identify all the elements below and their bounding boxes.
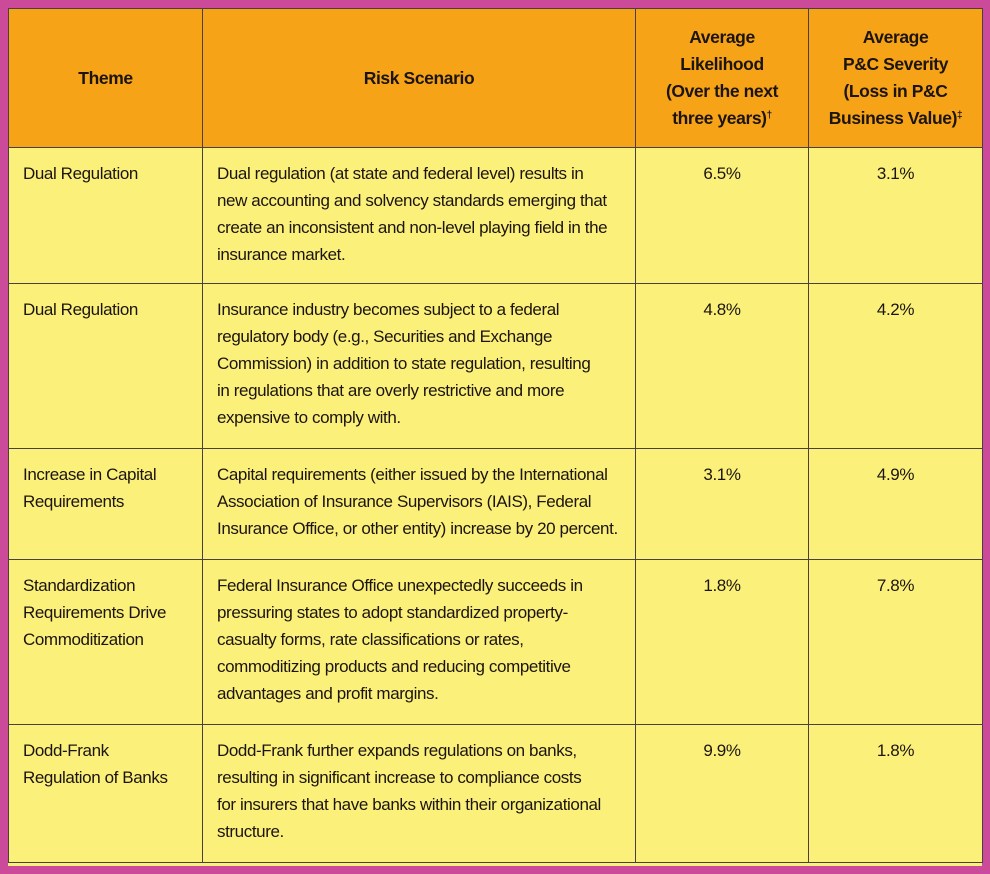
severity-cell: 1.8%	[809, 725, 983, 863]
header-likelihood-line: (Over the next	[665, 81, 779, 101]
likelihood-cell: 4.8%	[636, 284, 809, 449]
scenario-line: casualty forms, rate classifications or rates,	[217, 630, 524, 649]
scenario-line: Insurance Office, or other entity) increase by 20 percent.	[217, 519, 618, 538]
scenario-line: Association of Insurance Supervisors (IAIS), Federal	[217, 492, 592, 511]
scenario-line: Insurance industry becomes subject to a federal	[217, 300, 560, 319]
scenario-line: Dual regulation (at state and federal level) results in	[217, 164, 584, 183]
header-likelihood	[636, 9, 809, 148]
scenario-line: advantages and profit margins.	[217, 684, 439, 703]
scenario-line: pressuring states to adopt standardized property-	[217, 603, 568, 622]
theme-cell: Increase in Capital Requirements	[9, 449, 203, 560]
scenario-line: create an inconsistent and non-level playing field in the	[217, 218, 608, 237]
table-row	[9, 725, 983, 863]
scenario-line: resulting in significant increase to compliance costs	[217, 768, 582, 787]
header-severity-line: (Loss in P&C	[843, 81, 948, 101]
header-severity-line: Average	[862, 27, 929, 47]
likelihood-cell: 6.5%	[636, 148, 809, 284]
scenario-line: Commission) in addition to state regulation, resulting	[217, 354, 591, 373]
severity-cell: 3.1%	[809, 148, 983, 284]
likelihood-cell: 1.8%	[636, 560, 809, 725]
theme-cell: Standardization Requirements Drive Commoditization	[9, 560, 203, 725]
severity-cell: 4.2%	[809, 284, 983, 449]
header-severity-line	[821, 105, 970, 132]
risk-table	[8, 8, 983, 863]
table-header	[9, 9, 983, 148]
header-likelihood-text: three years)	[672, 108, 767, 128]
scenario-line: in regulations that are overly restrictive and more	[217, 381, 565, 400]
scenario-line: structure.	[217, 822, 284, 841]
scenario-line: Dodd-Frank further expands regulations on banks,	[217, 741, 577, 760]
theme-cell: Dodd-Frank Regulation of Banks	[9, 725, 203, 863]
header-severity-text: Business Value)	[828, 108, 958, 128]
theme-cell: Dual Regulation	[9, 284, 203, 449]
scenario-line: Capital requirements (either issued by the International	[217, 465, 608, 484]
table-row	[9, 284, 983, 449]
severity-cell: 4.9%	[809, 449, 983, 560]
likelihood-cell: 9.9%	[636, 725, 809, 863]
scenario-line: Federal Insurance Office unexpectedly succeeds in	[217, 576, 583, 595]
scenario-line: commoditizing products and reducing competitive	[217, 657, 571, 676]
scenario-cell	[203, 284, 636, 449]
theme-cell: Dual Regulation	[9, 148, 203, 284]
table-row	[9, 148, 983, 284]
table-row	[9, 449, 983, 560]
header-likelihood-line	[648, 105, 796, 132]
severity-cell: 7.8%	[809, 560, 983, 725]
scenario-cell	[203, 560, 636, 725]
double-dagger-mark: ‡	[957, 110, 963, 121]
scenario-line: expensive to comply with.	[217, 408, 401, 427]
likelihood-cell: 3.1%	[636, 449, 809, 560]
table-row	[9, 560, 983, 725]
scenario-line: insurance market.	[217, 245, 346, 264]
table-frame	[8, 8, 982, 866]
header-likelihood-line: Likelihood	[680, 54, 764, 74]
dagger-mark: †	[766, 110, 772, 121]
scenario-line: new accounting and solvency standards emerging that	[217, 191, 607, 210]
header-severity	[809, 9, 983, 148]
scenario-line: for insurers that have banks within their organizational	[217, 795, 601, 814]
header-theme: Theme	[9, 9, 203, 148]
scenario-cell	[203, 449, 636, 560]
header-severity-line: P&C Severity	[842, 54, 949, 74]
header-likelihood-line: Average	[689, 27, 755, 47]
scenario-cell	[203, 148, 636, 284]
scenario-cell	[203, 725, 636, 863]
scenario-line: regulatory body (e.g., Securities and Exchange	[217, 327, 553, 346]
header-risk-scenario: Risk Scenario	[203, 9, 636, 148]
